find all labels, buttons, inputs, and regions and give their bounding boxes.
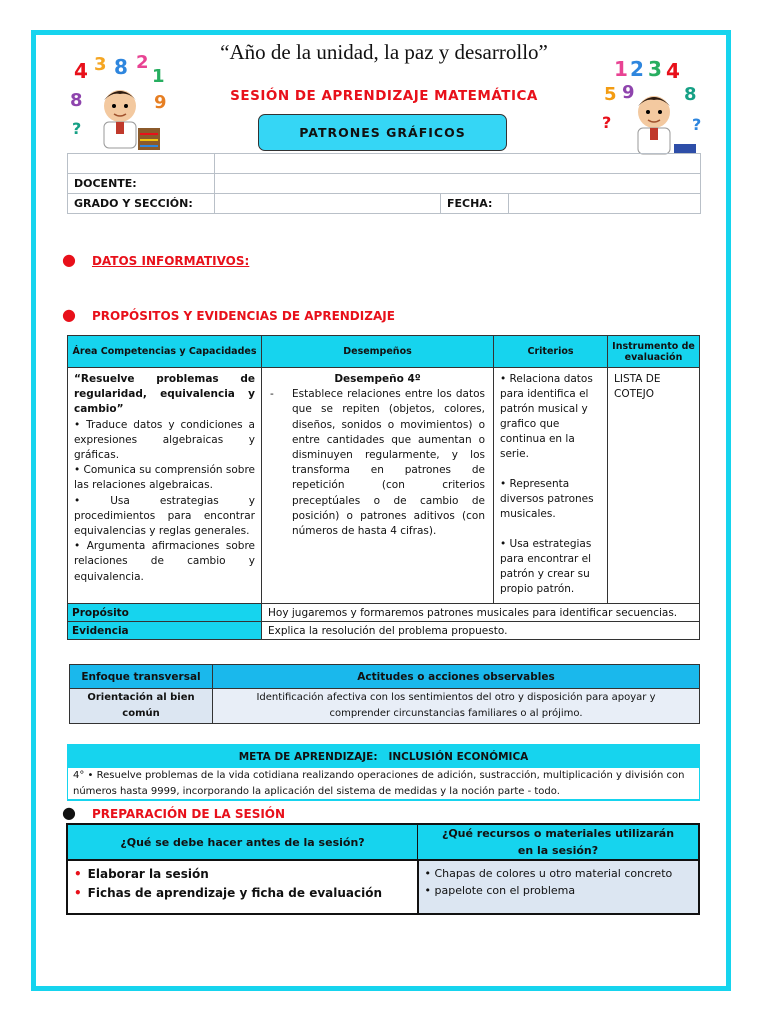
- topic-box: PATRONES GRÁFICOS: [258, 114, 507, 151]
- desempeno-dash: -: [270, 388, 274, 401]
- preparacion-heading-label: PREPARACIÓN DE LA SESIÓN: [91, 807, 286, 821]
- criterio-item: • Relaciona datos para identifica el patrón musical y grafico que continua en la serie.: [500, 373, 593, 460]
- svg-text:8: 8: [70, 90, 83, 111]
- svg-text:2: 2: [136, 52, 149, 73]
- meta-title: META DE APRENDIZAJE: INCLUSIÓN ECONÓMICA: [238, 751, 529, 763]
- docente-top-field[interactable]: [215, 154, 701, 174]
- col-header-area: Área Competencias y Capacidades: [68, 336, 262, 368]
- instrumento-cell: LISTA DE COTEJO: [608, 368, 700, 604]
- svg-text:5: 5: [604, 84, 617, 105]
- desempeno-title: Desempeño 4º: [334, 373, 421, 385]
- info-form-table: [67, 153, 701, 214]
- enfoque-table: [69, 664, 700, 724]
- enfoque-row-label: Orientación al bien común: [70, 689, 213, 724]
- capacidad-item: • Argumenta afirmaciones sobre relaciones de cambio y equivalencia.: [74, 540, 255, 583]
- grado-label: GRADO Y SECCIÓN:: [68, 194, 215, 214]
- preparacion-heading: ● PREPARACIÓN DE LA SESIÓN: [62, 803, 286, 822]
- meta-text: 4° • Resuelve problemas de la vida cotidiana realizando operaciones de adición, sustracción, multiplicación y división con números hasta 9999, incorporando la aplicación del sistema de medidas y la noción parte - todo.: [68, 768, 699, 799]
- svg-text:?: ?: [602, 113, 612, 132]
- proposito-text: Hoy jugaremos y formaremos patrones musicales para identificar secuencias.: [262, 604, 700, 622]
- recurso-item: • papelote con el problema: [424, 884, 576, 897]
- svg-text:1: 1: [614, 57, 628, 81]
- desempeno-text: Establece relaciones entre los datos que se repiten (objetos, colores, diseños, sonidos o movimientos) o entre cantidades que aumentan o disminuyen regularmente, y los transforma en patrones de repetición (con criterios preceptúales o de cambio de posición) o patrones aditivos (con números de hasta 4 cifras).: [292, 388, 485, 538]
- meta-box: [67, 744, 700, 801]
- enfoque-row-text: Identificación afectiva con los sentimientos del otro y disposición para apoyar y comprender circunstancias familiares o al prójimo.: [213, 689, 700, 724]
- svg-text:?: ?: [692, 115, 702, 134]
- recursos-header: ¿Qué recursos o materiales utilizarán en la sesión?: [418, 824, 700, 860]
- svg-text:4: 4: [74, 59, 88, 83]
- proposito-label: Propósito: [68, 604, 262, 622]
- competencia-cell: [68, 368, 262, 604]
- session-title: SESIÓN DE APRENDIZAJE MATEMÁTICA: [230, 88, 538, 104]
- svg-text:1: 1: [152, 66, 165, 87]
- evidencia-text: Explica la resolución del problema propuesto.: [262, 622, 700, 640]
- svg-text:9: 9: [154, 92, 167, 113]
- criterio-item: • Representa diversos patrones musicales.: [500, 478, 594, 520]
- svg-text:3: 3: [648, 57, 662, 81]
- antes-item-text: Fichas de aprendizaje y ficha de evaluación: [87, 886, 383, 900]
- antes-item: • Fichas de aprendizaje y ficha de evaluación: [74, 886, 383, 900]
- col-header-criterios: Criterios: [494, 336, 608, 368]
- recursos-cell: [418, 860, 700, 914]
- grado-field[interactable]: [215, 194, 441, 214]
- svg-text:?: ?: [72, 119, 82, 138]
- enfoque-header: Enfoque transversal: [70, 665, 213, 689]
- competencias-table: [67, 335, 700, 640]
- svg-text:9: 9: [622, 82, 635, 103]
- recurso-item: • Chapas de colores u otro material concreto: [424, 867, 673, 880]
- preparacion-table: [66, 823, 700, 915]
- col-header-instrumento: Instrumento de evaluación: [608, 336, 700, 368]
- svg-text:8: 8: [684, 84, 697, 105]
- capacidad-item: • Comunica su comprensión sobre las relaciones algebraicas.: [74, 464, 255, 492]
- datos-heading: ● DATOS INFORMATIVOS:: [62, 250, 250, 269]
- antes-item: • Elaborar la sesión: [74, 867, 209, 881]
- capacidad-item: • Usa estrategias y procedimientos para encontrar equivalencias y reglas generales.: [74, 494, 255, 538]
- student-math-clipart-right: [596, 52, 708, 164]
- criterios-cell: [494, 368, 608, 604]
- docente-label: DOCENTE:: [68, 174, 215, 194]
- desempeno-body: [270, 387, 485, 539]
- actitudes-header: Actitudes o acciones observables: [213, 665, 700, 689]
- svg-text:3: 3: [94, 54, 107, 75]
- svg-text:4: 4: [666, 59, 680, 83]
- antes-item-text: Elaborar la sesión: [87, 867, 209, 881]
- desempeno-cell: [262, 368, 494, 604]
- propositos-heading: ● PROPÓSITOS Y EVIDENCIAS DE APRENDIZAJE: [62, 305, 395, 324]
- col-header-desempenos: Desempeños: [262, 336, 494, 368]
- antes-header: ¿Qué se debe hacer antes de la sesión?: [67, 824, 418, 860]
- docente-field[interactable]: [215, 174, 701, 194]
- svg-text:2: 2: [630, 57, 644, 81]
- evidencia-label: Evidencia: [68, 622, 262, 640]
- datos-heading-label: DATOS INFORMATIVOS:: [91, 254, 250, 268]
- propositos-heading-label: PROPÓSITOS Y EVIDENCIAS DE APRENDIZAJE: [91, 309, 395, 323]
- criterio-item: • Usa estrategias para encontrar el patrón y crear su propio patrón.: [500, 538, 592, 595]
- capacidad-item: • Traduce datos y condiciones a expresiones algebraicas y gráficas.: [74, 418, 255, 462]
- svg-text:8: 8: [114, 55, 128, 79]
- year-motto: “Año de la unidad, la paz y desarrollo”: [220, 40, 548, 64]
- fecha-label: FECHA:: [441, 194, 509, 214]
- antes-cell: [67, 860, 418, 914]
- fecha-field[interactable]: [509, 194, 701, 214]
- competencia-title: “Resuelve problemas de regularidad, equivalencia y cambio”: [74, 373, 255, 416]
